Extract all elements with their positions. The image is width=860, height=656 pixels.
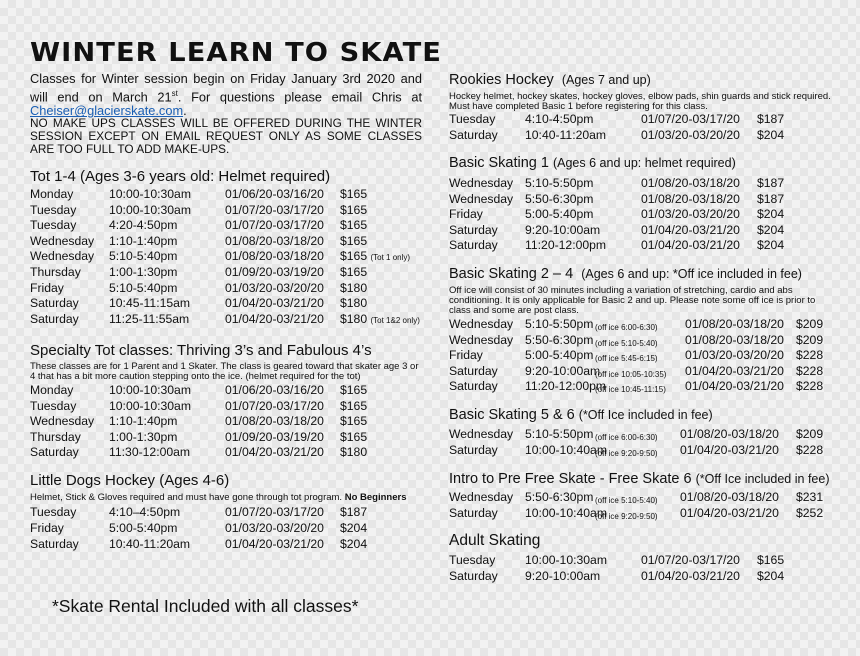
- time-cell: 11:20-12:00pm: [525, 238, 607, 253]
- day-cell: Saturday: [449, 363, 498, 378]
- price-cell: $204: [757, 222, 785, 237]
- off-ice-cell: [595, 366, 666, 380]
- time-cell: 10:00-10:30am: [525, 553, 607, 567]
- basic56-title: Basic Skating 5 & 6: [449, 407, 575, 423]
- day-cell: Friday: [449, 348, 483, 363]
- off-ice-note: (off ice 5:10-5:40): [595, 496, 658, 505]
- time-cell: 1:10-1:40pm: [109, 414, 178, 429]
- basic24-sub: (Ages 6 and up: *Off ice included in fee): [581, 267, 802, 281]
- dates-cell: 01/08/20-03/18/20: [225, 249, 324, 264]
- rookies-sub: (Ages 7 and up): [561, 73, 651, 87]
- row-note: (Tot 1&2 only): [370, 315, 420, 325]
- time-cell: 10:00-10:30am: [109, 398, 191, 413]
- dates-cell: 01/07/20-03/17/20: [225, 398, 324, 413]
- day-cell: Monday: [30, 187, 74, 201]
- no-makeup-notice: NO MAKE UPS CLASSES WILL BE OFFERED DURING THE WINTER SESSION EXCEPT ON EMAIL REQUEST ONLY AS SOME CLASSES ARE TOO FULL TO ADD MAKE-UPS.: [30, 116, 422, 157]
- dates-cell: 01/07/20-03/17/20: [641, 112, 740, 126]
- day-cell: Wednesday: [30, 233, 95, 248]
- dates-cell: 01/04/20-03/21/20: [641, 568, 740, 583]
- time-cell: 1:00-1:30pm: [109, 265, 178, 279]
- day-cell: Wednesday: [30, 414, 95, 429]
- little-dogs-note-text: Helmet, Stick & Gloves required and must have gone through tot program.: [30, 492, 343, 503]
- off-ice-cell: [595, 508, 658, 522]
- off-ice-note: (off ice 10:05-10:35): [595, 369, 667, 379]
- price-cell: $165: [340, 398, 368, 413]
- off-ice-cell: [595, 381, 666, 395]
- price-cell: $180: [340, 280, 368, 295]
- off-ice-cell: [595, 335, 658, 349]
- time-cell: 5:00-5:40pm: [109, 520, 178, 535]
- day-cell: Friday: [449, 207, 483, 222]
- price-cell: $187: [340, 505, 368, 519]
- specialty-note: These classes are for 1 Parent and 1 Skater. The class is geared toward that skater age 3 or 4 that has a bit more caution stepping onto the ice. (helmet required for the tot): [30, 361, 419, 382]
- dates-cell: 01/08/20-03/18/20: [225, 414, 324, 429]
- off-ice-note: (off ice 5:45-6:15): [595, 354, 658, 364]
- day-cell: Saturday: [449, 505, 498, 520]
- day-cell: Saturday: [449, 568, 498, 583]
- price-cell: $204: [757, 127, 785, 142]
- little-dogs-note: [30, 493, 422, 503]
- dates-cell: 01/07/20-03/17/20: [641, 553, 740, 567]
- dates-cell: 01/03/20-03/20/20: [225, 520, 324, 535]
- day-cell: Saturday: [449, 379, 498, 394]
- off-ice-note: (off ice 6:00-6:30): [595, 323, 658, 332]
- price-cell: $228: [796, 379, 824, 394]
- basic56-heading: [449, 407, 713, 423]
- price-cell: $165: [340, 414, 368, 429]
- price-cell: $180 (Tot 1&2 only): [340, 311, 420, 326]
- day-cell: Tuesday: [30, 398, 77, 413]
- basic1-title: Basic Skating 1: [449, 155, 549, 171]
- dates-cell: 01/07/20-03/17/20: [225, 505, 324, 519]
- day-cell: Saturday: [449, 442, 498, 457]
- dates-cell: 01/07/20-03/17/20: [225, 202, 324, 217]
- day-cell: Wednesday: [449, 490, 514, 504]
- freeskate-heading: [449, 471, 829, 487]
- time-cell: 11:20-12:00pm: [525, 379, 607, 394]
- time-cell: 9:20-10:00am: [525, 568, 601, 583]
- day-cell: Friday: [30, 520, 64, 535]
- rookies-note: Hockey helmet, hockey skates, hockey gloves, elbow pads, shin guards and stick required. Must have completed Basic 1 before registering for this class.: [449, 91, 831, 112]
- time-cell: 5:10-5:50pm: [525, 317, 594, 331]
- day-cell: Tuesday: [449, 553, 496, 567]
- day-cell: Tuesday: [30, 202, 77, 217]
- dates-cell: 01/07/20-03/17/20: [225, 218, 324, 233]
- price-cell: $209: [796, 317, 824, 331]
- dates-cell: 01/03/20-03/20/20: [641, 127, 740, 142]
- time-cell: 5:10-5:40pm: [109, 249, 178, 264]
- price-cell: $187: [757, 112, 785, 126]
- day-cell: Thursday: [30, 265, 81, 279]
- intro-line2: . For questions please email Chris at: [177, 88, 422, 104]
- dates-cell: 01/09/20-03/19/20: [225, 265, 324, 279]
- tot-heading: Tot 1-4 (Ages 3-6 years old: Helmet required): [30, 168, 331, 185]
- day-cell: Wednesday: [449, 317, 514, 331]
- price-cell: $165: [340, 429, 368, 444]
- dates-cell: 01/04/20-03/21/20: [225, 445, 324, 460]
- intro-period: .: [183, 103, 187, 119]
- time-cell: 5:10-5:50pm: [525, 427, 594, 441]
- day-cell: Wednesday: [449, 191, 514, 206]
- price-cell: $180: [340, 445, 368, 460]
- time-cell: 5:10-5:40pm: [109, 280, 178, 295]
- price-cell: $252: [796, 505, 824, 520]
- dates-cell: 01/03/20-03/20/20: [641, 207, 740, 222]
- time-cell: 5:00-5:40pm: [525, 348, 594, 363]
- little-dogs-note-bold: No Beginners: [344, 492, 407, 503]
- off-ice-note: (off ice 10:45-11:15): [595, 385, 666, 395]
- day-cell: Wednesday: [449, 332, 514, 347]
- time-cell: 9:20-10:00am: [525, 363, 601, 378]
- price-cell: $165: [340, 187, 368, 201]
- time-cell: 11:25-11:55am: [109, 311, 190, 326]
- price-cell: $231: [796, 490, 824, 504]
- freeskate-title: Intro to Pre Free Skate - Free Skate 6: [449, 471, 692, 487]
- page-title: WINTER LEARN TO SKATE: [30, 38, 442, 68]
- price-cell: $204: [757, 207, 785, 222]
- dates-cell: 01/06/20-03/16/20: [225, 383, 324, 397]
- dates-cell: 01/04/20-03/21/20: [680, 505, 779, 520]
- dates-cell: 01/04/20-03/21/20: [685, 379, 784, 394]
- basic24-title: Basic Skating 2 – 4: [449, 266, 574, 282]
- rookies-title: Rookies Hockey: [449, 72, 554, 88]
- price-cell: $165: [340, 202, 368, 217]
- day-cell: Tuesday: [30, 218, 77, 233]
- day-cell: Thursday: [30, 429, 81, 444]
- price-cell: $204: [340, 520, 368, 535]
- off-ice-note: (off ice 9:20-9:50): [595, 511, 658, 521]
- day-cell: Monday: [30, 383, 74, 397]
- off-ice-note: (off ice 9:20-9:50): [595, 448, 658, 458]
- price-cell: $228: [796, 348, 824, 363]
- dates-cell: 01/06/20-03/16/20: [225, 187, 324, 201]
- time-cell: 1:00-1:30pm: [109, 429, 178, 444]
- basic56-sub: (*Off Ice included in fee): [578, 408, 713, 422]
- price-cell: $165: [340, 218, 368, 233]
- dates-cell: 01/04/20-03/21/20: [641, 238, 740, 253]
- dates-cell: 01/08/20-03/18/20: [680, 490, 779, 504]
- little-dogs-heading: Little Dogs Hockey (Ages 4-6): [30, 472, 230, 489]
- time-cell: 4:10-4:50pm: [525, 112, 594, 126]
- off-ice-note: (off ice 6:00-6:30): [595, 433, 658, 442]
- time-cell: 10:00-10:40am: [525, 442, 607, 457]
- day-cell: Tuesday: [30, 505, 77, 519]
- off-ice-cell: [595, 429, 658, 443]
- basic24-note: Off ice will consist of 30 minutes including a variation of stretching, cardio and abs conditioning. It is only applicable for Basic 2 and up. Please note some off ice is prior to class and some are post class.: [449, 285, 816, 316]
- rookies-heading: [449, 72, 651, 88]
- off-ice-cell: [595, 319, 658, 333]
- dates-cell: 01/04/20-03/21/20: [641, 222, 740, 237]
- dates-cell: 01/08/20-03/18/20: [680, 427, 779, 441]
- dates-cell: 01/04/20-03/21/20: [225, 296, 324, 311]
- time-cell: 9:20-10:00am: [525, 222, 601, 237]
- dates-cell: 01/08/20-03/18/20: [685, 332, 784, 347]
- day-cell: Wednesday: [449, 427, 514, 441]
- price-cell: $187: [757, 191, 785, 206]
- dates-cell: 01/04/20-03/21/20: [225, 536, 324, 551]
- price-cell: $209: [796, 427, 824, 441]
- time-cell: 11:30-12:00am: [109, 445, 191, 460]
- dates-cell: 01/08/20-03/18/20: [225, 233, 324, 248]
- time-cell: 10:00-10:30am: [109, 187, 191, 201]
- day-cell: Wednesday: [449, 176, 514, 190]
- off-ice-note: (off ice 5:10-5:40): [595, 338, 658, 348]
- email-link[interactable]: Cheiser@glacierskate.com: [30, 103, 184, 119]
- price-cell: $180: [340, 296, 368, 311]
- price-cell: $165: [340, 265, 368, 279]
- day-cell: Friday: [30, 280, 64, 295]
- time-cell: 5:00-5:40pm: [525, 207, 594, 222]
- dates-cell: 01/04/20-03/21/20: [225, 311, 324, 326]
- day-cell: Saturday: [449, 127, 498, 142]
- price-cell: $165 (Tot 1 only): [340, 249, 411, 264]
- price-cell: $204: [757, 568, 785, 583]
- dates-cell: 01/03/20-03/20/20: [685, 348, 784, 363]
- basic24-heading: [449, 266, 802, 282]
- day-cell: Tuesday: [449, 112, 496, 126]
- time-cell: 4:10–4:50pm: [109, 505, 181, 519]
- dates-cell: 01/08/20-03/18/20: [641, 191, 740, 206]
- day-cell: Saturday: [30, 296, 79, 311]
- day-cell: Saturday: [30, 311, 79, 326]
- price-cell: $204: [757, 238, 785, 253]
- price-cell: $165: [340, 383, 368, 397]
- time-cell: 10:40-11:20am: [525, 127, 607, 142]
- footer-note: *Skate Rental Included with all classes*: [52, 596, 359, 616]
- day-cell: Saturday: [30, 445, 79, 460]
- dates-cell: 01/08/20-03/18/20: [641, 176, 740, 190]
- freeskate-sub: (*Off Ice included in fee): [695, 472, 830, 486]
- day-cell: Saturday: [449, 238, 498, 253]
- time-cell: 10:00-10:30am: [109, 383, 191, 397]
- specialty-heading: Specialty Tot classes: Thriving 3’s and Fabulous 4’s: [30, 342, 372, 359]
- time-cell: 10:00-10:40am: [525, 505, 607, 520]
- time-cell: 1:10-1:40pm: [109, 233, 178, 248]
- adult-heading: Adult Skating: [449, 532, 541, 549]
- price-cell: $228: [796, 442, 824, 457]
- day-cell: Saturday: [30, 536, 79, 551]
- price-cell: $187: [757, 176, 785, 190]
- price-cell: $204: [340, 536, 368, 551]
- time-cell: 10:00-10:30am: [109, 202, 191, 217]
- off-ice-cell: [595, 445, 658, 459]
- dates-cell: 01/04/20-03/21/20: [680, 442, 779, 457]
- time-cell: 5:10-5:50pm: [525, 176, 594, 190]
- price-cell: $165: [340, 233, 368, 248]
- day-cell: Saturday: [449, 222, 498, 237]
- intro-text: [30, 72, 422, 119]
- row-note: (Tot 1 only): [370, 253, 411, 263]
- basic1-heading: [449, 155, 736, 171]
- off-ice-cell: [595, 350, 658, 364]
- price-cell: $165: [757, 553, 785, 567]
- basic1-sub: (Ages 6 and up: helmet required): [552, 156, 736, 170]
- time-cell: 10:40-11:20am: [109, 536, 191, 551]
- price-cell: $209: [796, 332, 824, 347]
- dates-cell: 01/08/20-03/18/20: [685, 317, 784, 331]
- dates-cell: 01/03/20-03/20/20: [225, 280, 324, 295]
- intro-line1: Classes for Winter session begin on Friday January 3rd 2020 and will end on March 21: [30, 71, 422, 104]
- off-ice-cell: [595, 492, 658, 506]
- time-cell: 5:50-6:30pm: [525, 191, 594, 206]
- price-cell: $228: [796, 363, 824, 378]
- intro-sup: st: [171, 88, 178, 98]
- dates-cell: 01/04/20-03/21/20: [685, 363, 784, 378]
- time-cell: 5:50-6:30pm: [525, 332, 594, 347]
- time-cell: 10:45-11:15am: [109, 296, 191, 311]
- day-cell: Wednesday: [30, 249, 95, 264]
- time-cell: 5:50-6:30pm: [525, 490, 594, 504]
- time-cell: 4:20-4:50pm: [109, 218, 178, 233]
- dates-cell: 01/09/20-03/19/20: [225, 429, 324, 444]
